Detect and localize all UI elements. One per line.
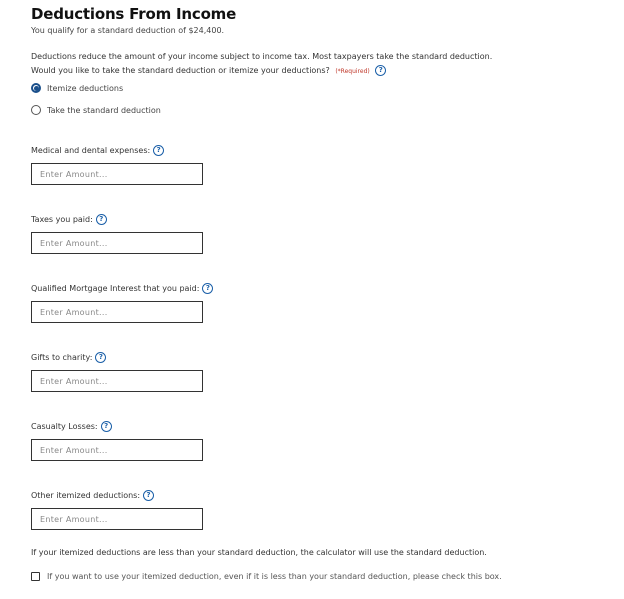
intro-text: [31, 50, 611, 79]
taxes-input[interactable]: [31, 232, 203, 254]
medical-label: Medical and dental expenses:: [31, 146, 151, 155]
radio-itemize[interactable]: [31, 83, 41, 93]
taxes-label: Taxes you paid:: [31, 215, 93, 224]
standard-deduction-note: You qualify for a standard deduction of $24,400.: [31, 26, 225, 35]
help-icon[interactable]: ?: [95, 352, 106, 363]
help-icon[interactable]: ?: [96, 214, 107, 225]
casualty-label: Casualty Losses:: [31, 422, 98, 431]
medical-input[interactable]: [31, 163, 203, 185]
medical-label-row: [31, 145, 164, 156]
gifts-label: Gifts to charity:: [31, 353, 93, 362]
mortgage-label-row: [31, 283, 213, 294]
help-icon[interactable]: ?: [101, 421, 112, 432]
mortgage-input[interactable]: [31, 301, 203, 323]
help-icon[interactable]: ?: [153, 145, 164, 156]
radio-itemize-label[interactable]: Itemize deductions: [47, 83, 124, 93]
other-label: Other itemized deductions:: [31, 491, 141, 500]
use-itemized-label[interactable]: If you want to use your itemized deduction, even if it is less than your standard deduction, please check this box.: [47, 572, 502, 581]
help-icon[interactable]: ?: [375, 65, 386, 76]
intro-question: Would you like to take the standard deduction or itemize your deductions?: [31, 66, 330, 75]
radio-standard-label[interactable]: Take the standard deduction: [47, 105, 161, 115]
help-icon[interactable]: ?: [202, 283, 213, 294]
taxes-label-row: [31, 214, 107, 225]
standard-fallback-note: If your itemized deductions are less than your standard deduction, the calculator will use the standard deduction.: [31, 548, 487, 557]
page-title: Deductions From Income: [31, 5, 237, 23]
radio-standard[interactable]: [31, 105, 41, 115]
use-itemized-row[interactable]: [31, 572, 502, 581]
other-input[interactable]: [31, 508, 203, 530]
intro-line-2: [31, 64, 611, 79]
mortgage-label: Qualified Mortgage Interest that you paid:: [31, 284, 200, 293]
other-label-row: [31, 490, 154, 501]
use-itemized-checkbox[interactable]: [31, 572, 40, 581]
casualty-input[interactable]: [31, 439, 203, 461]
casualty-label-row: [31, 421, 112, 432]
intro-line-1: Deductions reduce the amount of your income subject to income tax. Most taxpayers take the standard deduction.: [31, 52, 493, 61]
radio-itemize-row[interactable]: [31, 83, 123, 93]
required-marker: (*Required): [335, 68, 370, 75]
radio-standard-row[interactable]: [31, 105, 161, 115]
gifts-input[interactable]: [31, 370, 203, 392]
gifts-label-row: [31, 352, 106, 363]
help-icon[interactable]: ?: [143, 490, 154, 501]
